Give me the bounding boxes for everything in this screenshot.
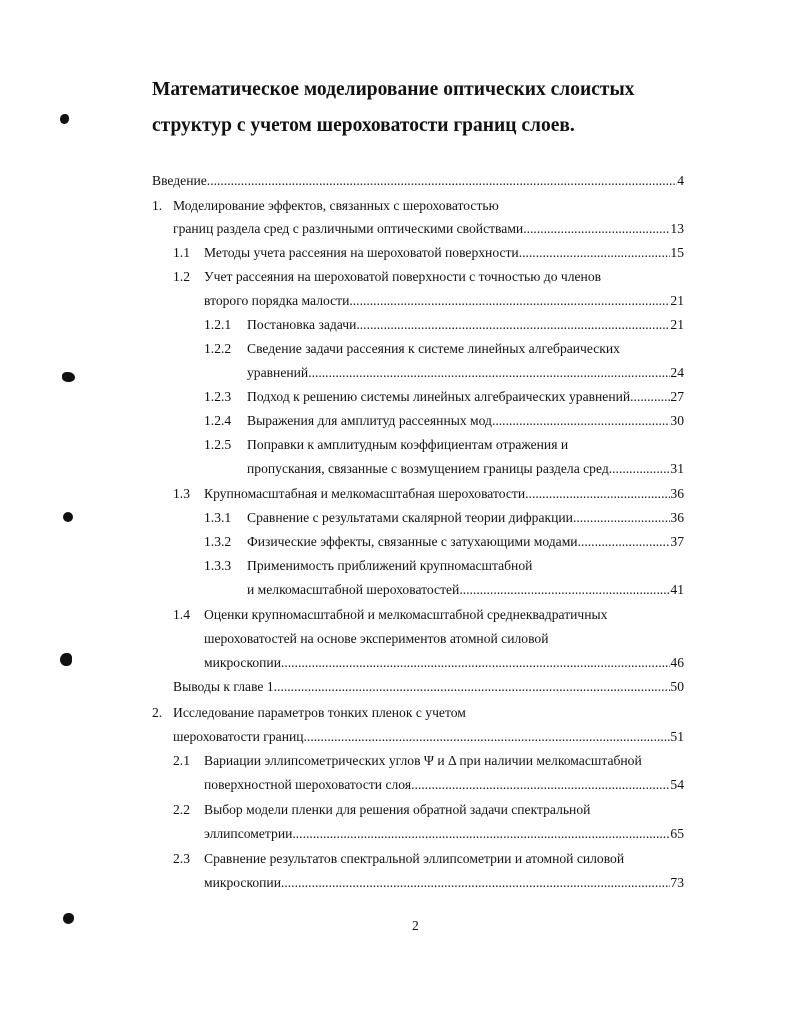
toc-text: Сведение задачи рассеяния к системе линейных алгебраических (247, 341, 620, 356)
toc-page: 21 (670, 293, 684, 308)
punch-hole-mark (63, 913, 74, 924)
toc-page: 36 (670, 510, 684, 525)
leader-dots (525, 485, 670, 503)
toc-num: 2. (152, 705, 163, 720)
toc-entry-1-1 (173, 244, 684, 262)
toc-num: 1.3.3 (204, 558, 232, 573)
toc-text: Вариации эллипсометрических углов Ψ и Δ при наличии мелкомасштабной (204, 753, 642, 768)
toc-text: микроскопии (204, 875, 281, 890)
leader-dots (523, 220, 670, 238)
toc-page: 13 (670, 221, 684, 236)
toc-page: 46 (670, 655, 684, 670)
toc-num: 2.2 (173, 802, 190, 817)
toc-page: 41 (670, 582, 684, 597)
leader-dots (609, 460, 671, 478)
leader-dots (207, 172, 677, 190)
toc-text: уравнений (247, 365, 309, 380)
toc-page: 73 (670, 875, 684, 890)
leader-dots (308, 364, 670, 382)
toc-text: Моделирование эффектов, связанных с шероховатостью (173, 198, 499, 213)
toc-page: 30 (670, 413, 684, 428)
toc-text: Подход к решению системы линейных алгебраических уравнений (247, 389, 631, 404)
leader-dots (573, 509, 670, 527)
toc-entry-1-2-4 (204, 412, 684, 430)
toc-num: 1.2.4 (204, 413, 232, 428)
punch-hole-mark (62, 372, 75, 382)
leader-dots (411, 776, 670, 794)
toc-num: 2.1 (173, 753, 190, 768)
toc-text: Физические эффекты, связанные с затухающими модами (247, 534, 578, 549)
punch-hole-mark (63, 512, 73, 522)
toc-entry-chapter-1 (173, 220, 684, 238)
punch-hole-mark (60, 114, 69, 124)
toc-entry-intro (152, 172, 684, 190)
toc-page: 65 (670, 826, 684, 841)
toc-text: Крупномасштабная и мелкомасштабная шероховатости (204, 486, 526, 501)
toc-text: Постановка задачи (247, 317, 357, 332)
leader-dots (492, 412, 670, 430)
leader-dots (292, 825, 670, 843)
toc-text: шероховатости границ (173, 729, 304, 744)
leader-dots (578, 533, 671, 551)
toc-entry-1-3-3 (247, 581, 684, 599)
toc-text: эллипсометрии (204, 826, 293, 841)
toc-text: Исследование параметров тонких пленок с учетом (173, 705, 466, 720)
toc-num: 1.2.3 (204, 389, 232, 404)
toc-entry-1-2-1 (204, 316, 684, 334)
toc-text: шероховатостей на основе экспериментов атомной силовой (204, 631, 549, 646)
leader-dots (459, 581, 670, 599)
toc-text: Сравнение результатов спектральной эллипсометрии и атомной силовой (204, 851, 625, 866)
leader-dots (519, 244, 671, 262)
page-title-line-1: Математическое моделирование оптических слоистых (152, 79, 635, 100)
toc-text: Учет рассеяния на шероховатой поверхности с точностью до членов (204, 269, 602, 284)
page-title-line-2: структур с учетом шероховатости границ слоев. (152, 115, 575, 136)
toc-page: 4 (677, 173, 684, 188)
toc-entry-1-2-3 (204, 388, 684, 406)
toc-page: 50 (670, 679, 684, 694)
toc-page: 27 (670, 389, 684, 404)
toc-num: 1. (152, 198, 163, 213)
toc-text: Поправки к амплитудным коэффициентам отражения и (247, 437, 569, 452)
leader-dots (356, 316, 670, 334)
toc-page: 21 (670, 317, 684, 332)
toc-text: Выводы к главе 1 (173, 679, 274, 694)
toc-text: границ раздела сред с различными оптическими свойствами (173, 221, 524, 236)
toc-num: 2.3 (173, 851, 190, 866)
toc-entry-1-2-5 (247, 460, 684, 478)
toc-page: 15 (670, 245, 684, 260)
toc-text: второго порядка малости (204, 293, 350, 308)
toc-text: пропускания, связанные с возмущением границы раздела сред (247, 461, 609, 476)
toc-entry-chapter-2 (173, 728, 684, 746)
toc-num: 1.3.1 (204, 510, 232, 525)
toc-text: Введение (152, 173, 207, 188)
toc-num: 1.2.5 (204, 437, 232, 452)
toc-page: 54 (670, 777, 684, 792)
toc-entry-1-3-1 (204, 509, 684, 527)
toc-page: 36 (670, 486, 684, 501)
toc-text: Применимость приближений крупномасштабной (247, 558, 533, 573)
toc-text: Выражения для амплитуд рассеянных мод (247, 413, 492, 428)
toc-num: 1.2.2 (204, 341, 232, 356)
toc-entry-conclusions-1 (173, 678, 684, 696)
page-number: 2 (412, 918, 419, 933)
leader-dots (281, 874, 670, 892)
toc-entry-2-3 (204, 874, 684, 892)
toc-entry-1-2-2 (247, 364, 684, 382)
toc-text: и мелкомасштабной шероховатостей (247, 582, 460, 597)
toc-entry-1-3-2 (204, 533, 684, 551)
leader-dots (349, 292, 670, 310)
toc-page: 31 (670, 461, 684, 476)
toc-page: 37 (670, 534, 684, 549)
leader-dots (274, 678, 671, 696)
toc-text: микроскопии (204, 655, 281, 670)
toc-text: Выбор модели пленки для решения обратной задачи спектральной (204, 802, 591, 817)
toc-text: Сравнение с результатами скалярной теории дифракции (247, 510, 573, 525)
toc-text: Оценки крупномасштабной и мелкомасштабной среднеквадратичных (204, 607, 608, 622)
toc-num: 1.3.2 (204, 534, 232, 549)
toc-entry-1-4 (204, 654, 684, 672)
toc-num: 1.4 (173, 607, 190, 622)
leader-dots (630, 388, 670, 406)
toc-num: 1.1 (173, 245, 190, 260)
toc-text: поверхностной шероховатости слоя (204, 777, 412, 792)
toc-entry-1-2 (204, 292, 684, 310)
leader-dots (304, 728, 671, 746)
toc-num: 1.3 (173, 486, 190, 501)
toc-entry-2-2 (204, 825, 684, 843)
toc-num: 1.2 (173, 269, 190, 284)
toc-page: 24 (670, 365, 684, 380)
toc-entry-2-1 (204, 776, 684, 794)
toc-entry-1-3 (173, 485, 684, 503)
leader-dots (281, 654, 670, 672)
toc-page: 51 (670, 729, 684, 744)
toc-text: Методы учета рассеяния на шероховатой поверхности (204, 245, 519, 260)
punch-hole-mark (60, 653, 72, 666)
toc-num: 1.2.1 (204, 317, 232, 332)
